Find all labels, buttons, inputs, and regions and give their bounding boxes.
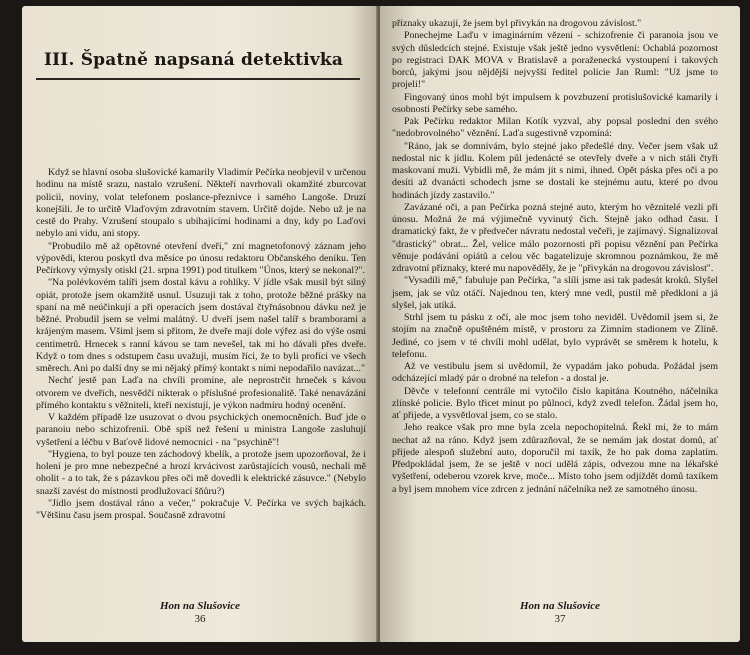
paragraph: Fingovaný únos mohl být impulsem k povzbuzení protislušovické kamarily i osobnosti Pečírky sebe samého. [392, 91, 718, 115]
paragraph: "Vysadili mě," fabuluje pan Pečírka, "a slíli jsme asi tak padesát kroků. Slyšel jsem, jak se vůz otáčí. Najednou ten, který mne vedl, pustil mě předkloní a já slyšel, jak utíká. [392, 275, 718, 311]
paragraph: Strhl jsem tu pásku z očí, ale moc jsem toho neviděl. Uvědomil jsem si, že stojím na značně opuštěném místě, v prostoru za Zimním stadionem ve Zlíně. Jediné, co jsem v té chvíli mohl udělat, bylo vyprávět se směrem k hotelu, k telefonu. [392, 312, 718, 360]
paragraph: Zavázané oči, a pan Pečírka pozná stejné auto, kterým ho věznitelé vezli při únosu. Možná že má výjimečně vyvinutý čich. Stejně jako odhad času. I dramatický fakt, že v předvečer návratu nedostal večeři, je zajímavý. Signalizoval "drastický" obrat... Žel, velice málo pozornosti při popisu věznění pan Pečírka věnuje podávání opiátů a celou věc bagatelizuje skromnou poznámkou, že mě zdravotní příznaky, které mu napověděly, že je "přivykán na drogovou závislost". [392, 201, 718, 274]
paragraph: Nechť jestě pan Laďa na chvíli promine, ale neprostrčit hrneček s kávou otvorem ve dveřích, nesvědčí nikterak o příslušné profesionalitě. Také nenavázání přímého kontaktu s věžniteli, kteří nexistují, je výkon nadmíru hodný ocenění. [36, 375, 366, 411]
right-page [380, 6, 740, 642]
paragraph: "Jídlo jsem dostával ráno a večer," pokračuje V. Pečírka ve svých bajkách. "Většinu času jsem prospal. Současně zdravotní [36, 497, 366, 521]
right-page-text [392, 18, 718, 496]
page-footer [380, 600, 740, 626]
page-footer [22, 600, 378, 626]
paragraph: "Ráno, jak se domnívám, bylo stejné jako předešlé dny. Večer jsem však už nedostal nic k jídlu. Kolem půl jedenácté se otevřely dveře a v nich stáli čtyři maskovaní muži. Vybídli mě, že mám jít s nimi, ihned. Opět páska přes oči a po desíti až dvanácti schodech jsme se dostali ke stejnému autu, které po dvou hodinách jízdy zastavilo." [392, 140, 718, 201]
paragraph: V každém případě lze usuzovat o dvou psychických onemocněních. Buď jde o paranoiu nebo schizofrenii. Obě spíš než řešení u ministra Langoše zasluhují vyšetření a léčbu v Baťově lidové nemocnici - na "psychině"! [36, 412, 366, 448]
paragraph: Když se hlavní osoba slušovické kamarily Vladimír Pečírka neobjevil v určenou hodinu na místě srazu, nastalo vzrušení. Někteří navrhovali okamžité zburcovat policii, noviny, volat telefonem poslance-přeznivce i samého Langoše. Druzí konejšili. Je to určitě Vlaďovým zdravotním stavem. Určitě dojde. Nebo už je na cestě do Prahy. Vzrušení stoupalo s ubíhajícími hodinami a dny, kdy po Laďovi nebylo ani vidu, ani stopy. [36, 167, 366, 240]
paragraph: Děvče v telefonní centrále mi vytočilo číslo kapitána Koutného, náčelníka zlínské policie. Bylo třicet minut po půlnoci, když zvedl telefon. Žádal jsem ho, ať přijede, a vysvětloval jsem, co se stalo. [392, 385, 718, 421]
paragraph: "Probudilo mě až opětovné otevření dveří," zní magnetofonový záznam jeho výpovědi, kterou poskytl dva měsíce po únosu redaktoru Občanského deníku. Ten Pečírkovy výmysly otiskl (21. srpna 1991) pod titulkem "Únos, který se nekonal?". [36, 240, 366, 276]
running-title: Hon na Slušovice [519, 600, 601, 612]
paragraph: Ponechejme Laďu v imaginárním vězení - schizofrenie či paranoia jsou ve svých důsledcích stejné. Existuje však ještě jedno vysvětlení: Ochablá pozornost po registraci DAK MOVA v Bratislavě a poraženecká vystoupení i takových borců, jakými jsou nějdější nejvyšší ředitel policie Jan Ruml: "Už jsme to projeli!" [392, 30, 718, 91]
paragraph: Pak Pečírku redaktor Milan Kotík vyzval, aby popsal poslední den svého "nedobrovolného" věznění. Laďa sugestivně vzpomíná: [392, 116, 718, 140]
page-number: 37 [554, 613, 566, 625]
page-number: 36 [194, 613, 206, 625]
open-book [22, 6, 740, 642]
paragraph: "Na polévkovém talíři jsem dostal kávu a rohlíky. V jídle však musil být silný opiát, protože jsem okamžitě usnul. Usuzuji tak z toho, protože běžné prášky na spaní na mě neúčinkují a při operacích jsem dostával čtyřnásobnou dávku než je běžné. Probudil jsem se velmi malátný. U dveří jsem našel talíř s bramborami a krájeným masem. Všiml jsem si přitom, že dveře mají dole výřez asi do výše osmi centimetrů. Hrnecek s ranní kávou se tam nevešel, tak mi ho dávali přes dveře. Když o tom dnes s odstupem času uvažuji, musím říci, že to byli profíci ve všech směrech. Ani po další dny se mi nějaký přímý kontakt s nimi nepodařilo navázat..." [36, 277, 366, 374]
paragraph: Až ve vestibulu jsem si uvědomil, že vypadám jako pobuda. Požádal jsem odcházející mladý pár o drobné na telefon - a dostal je. [392, 361, 718, 385]
chapter-title: III. Špatně napsaná detektivka [36, 44, 360, 80]
paragraph: Jeho reakce však pro mne byla zcela nepochopitelná. Řekl mi, že to mám nechat až na ráno. Když jsem zdůrazňoval, že se nemám jak dostat domů, ať přijede alespoň služební auto, doporučil mi taxík, že ho pak doma zaplatím. Předpokládal jsem, že se ještě v noci udělá zápis, odvezou mne na lékařské vyšetření, odeberou vzorek krve, moče... Místo toho jsem odjíždět domů taxíkem a byl jsem mnohem více zdrcen z jednání náčelníka než ze samotného únosu. [392, 422, 718, 495]
running-title: Hon na Slušovice [159, 600, 241, 612]
left-page-text [36, 167, 366, 522]
paragraph: příznaky ukazují, že jsem byl přivykán na drogovou závislost." [392, 18, 642, 29]
left-page [22, 6, 378, 642]
paragraph: "Hygiena, to byl pouze ten záchodový kbelík, a protože jsem upozorňoval, že i holení je pro mne nebezpečné a hrozí krvácivost zarůstajících vousů, nechali mě oholit - a to tak, že s pázavkou přes oči mě dovedli k elektrické zásuvce." (Nebylo snazší zavést do místnosti prodlužovací šňůru?) [36, 448, 366, 497]
